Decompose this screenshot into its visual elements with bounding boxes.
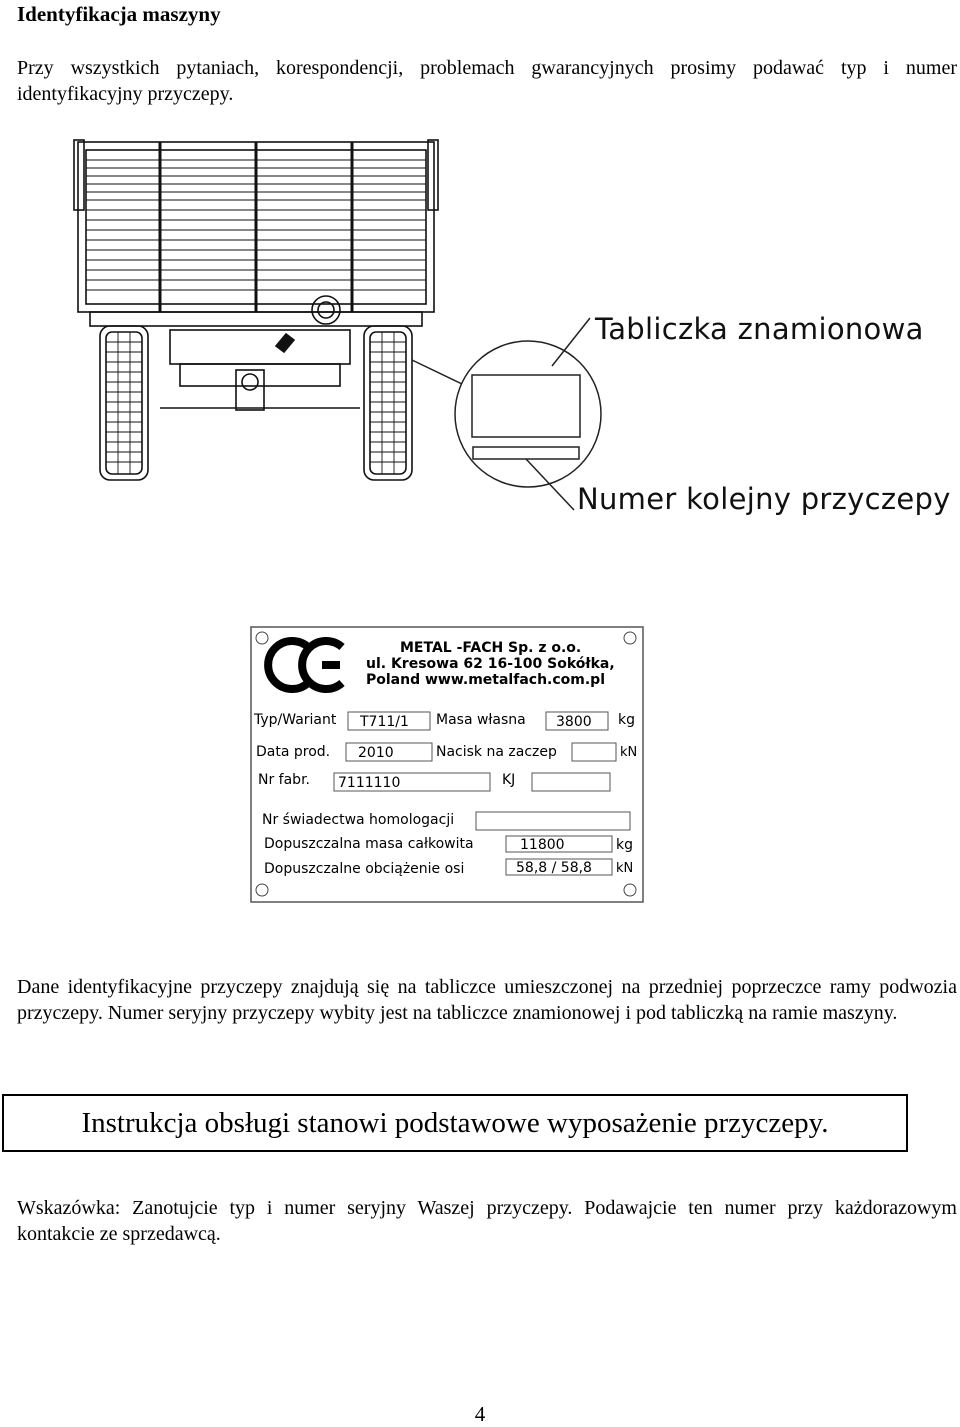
nameplate-company: METAL -FACH Sp. z o.o. [400,640,582,656]
axle-load-label: Dopuszczalne obciążenie osi [264,861,465,877]
axle-load-value: 58,8 / 58,8 [516,860,592,876]
nameplate-country-web: Poland www.metalfach.com.pl [366,672,605,688]
serial-value: 7111110 [338,775,401,791]
hitch-label: Nacisk na zaczep [436,744,557,760]
hitch-unit: kN [620,745,638,760]
nameplate-address: ul. Kresowa 62 16-100 Sokółka, [366,656,615,672]
serial-label: Nr fabr. [258,772,310,788]
description-paragraph: Dane identyfikacyjne przyczepy znajdują się na tabliczce umieszczonej na przedniej poprzeczce ramy podwozia przyczepy. Numer seryjny przyczepy wybity jest na tabliczce znamionowej i pod tabliczką na ramie maszyny. [17,976,957,1024]
type-label: Typ/Wariant [254,712,337,728]
kj-label: KJ [502,772,516,788]
mass-unit: kg [618,712,635,728]
nameplate [250,626,644,904]
date-label: Data prod. [256,744,331,760]
page-number: 4 [474,1402,486,1426]
type-value: T711/1 [360,714,409,730]
axle-load-unit: kN [616,861,634,876]
section-heading: Identyfikacja maszyny [17,2,221,26]
total-mass-value: 11800 [520,837,565,853]
label-nameplate: Tabliczka znamionowa [595,312,924,346]
homologation-label: Nr świadectwa homologacji [262,812,455,828]
total-mass-label: Dopuszczalna masa całkowita [264,836,474,852]
date-value: 2010 [358,745,394,761]
mass-value: 3800 [556,714,592,730]
hint-paragraph: Wskazówka: Zanotujcie typ i numer seryjny Waszej przyczepy. Podawajcie ten numer przy każdorazowym kontakcie ze sprzedawcą. [17,1197,957,1245]
mass-label: Masa własna [436,712,526,728]
total-mass-unit: kg [616,837,633,853]
intro-paragraph: Przy wszystkich pytaniach, korespondencji, problemach gwarancyjnych prosimy podawać typ i numer identyfikacyjny przyczepy. [17,57,957,105]
label-serial-number: Numer kolejny przyczepy [577,482,951,516]
boxed-notice: Instrukcja obsługi stanowi podstawowe wyposażenie przyczepy. [2,1094,908,1152]
